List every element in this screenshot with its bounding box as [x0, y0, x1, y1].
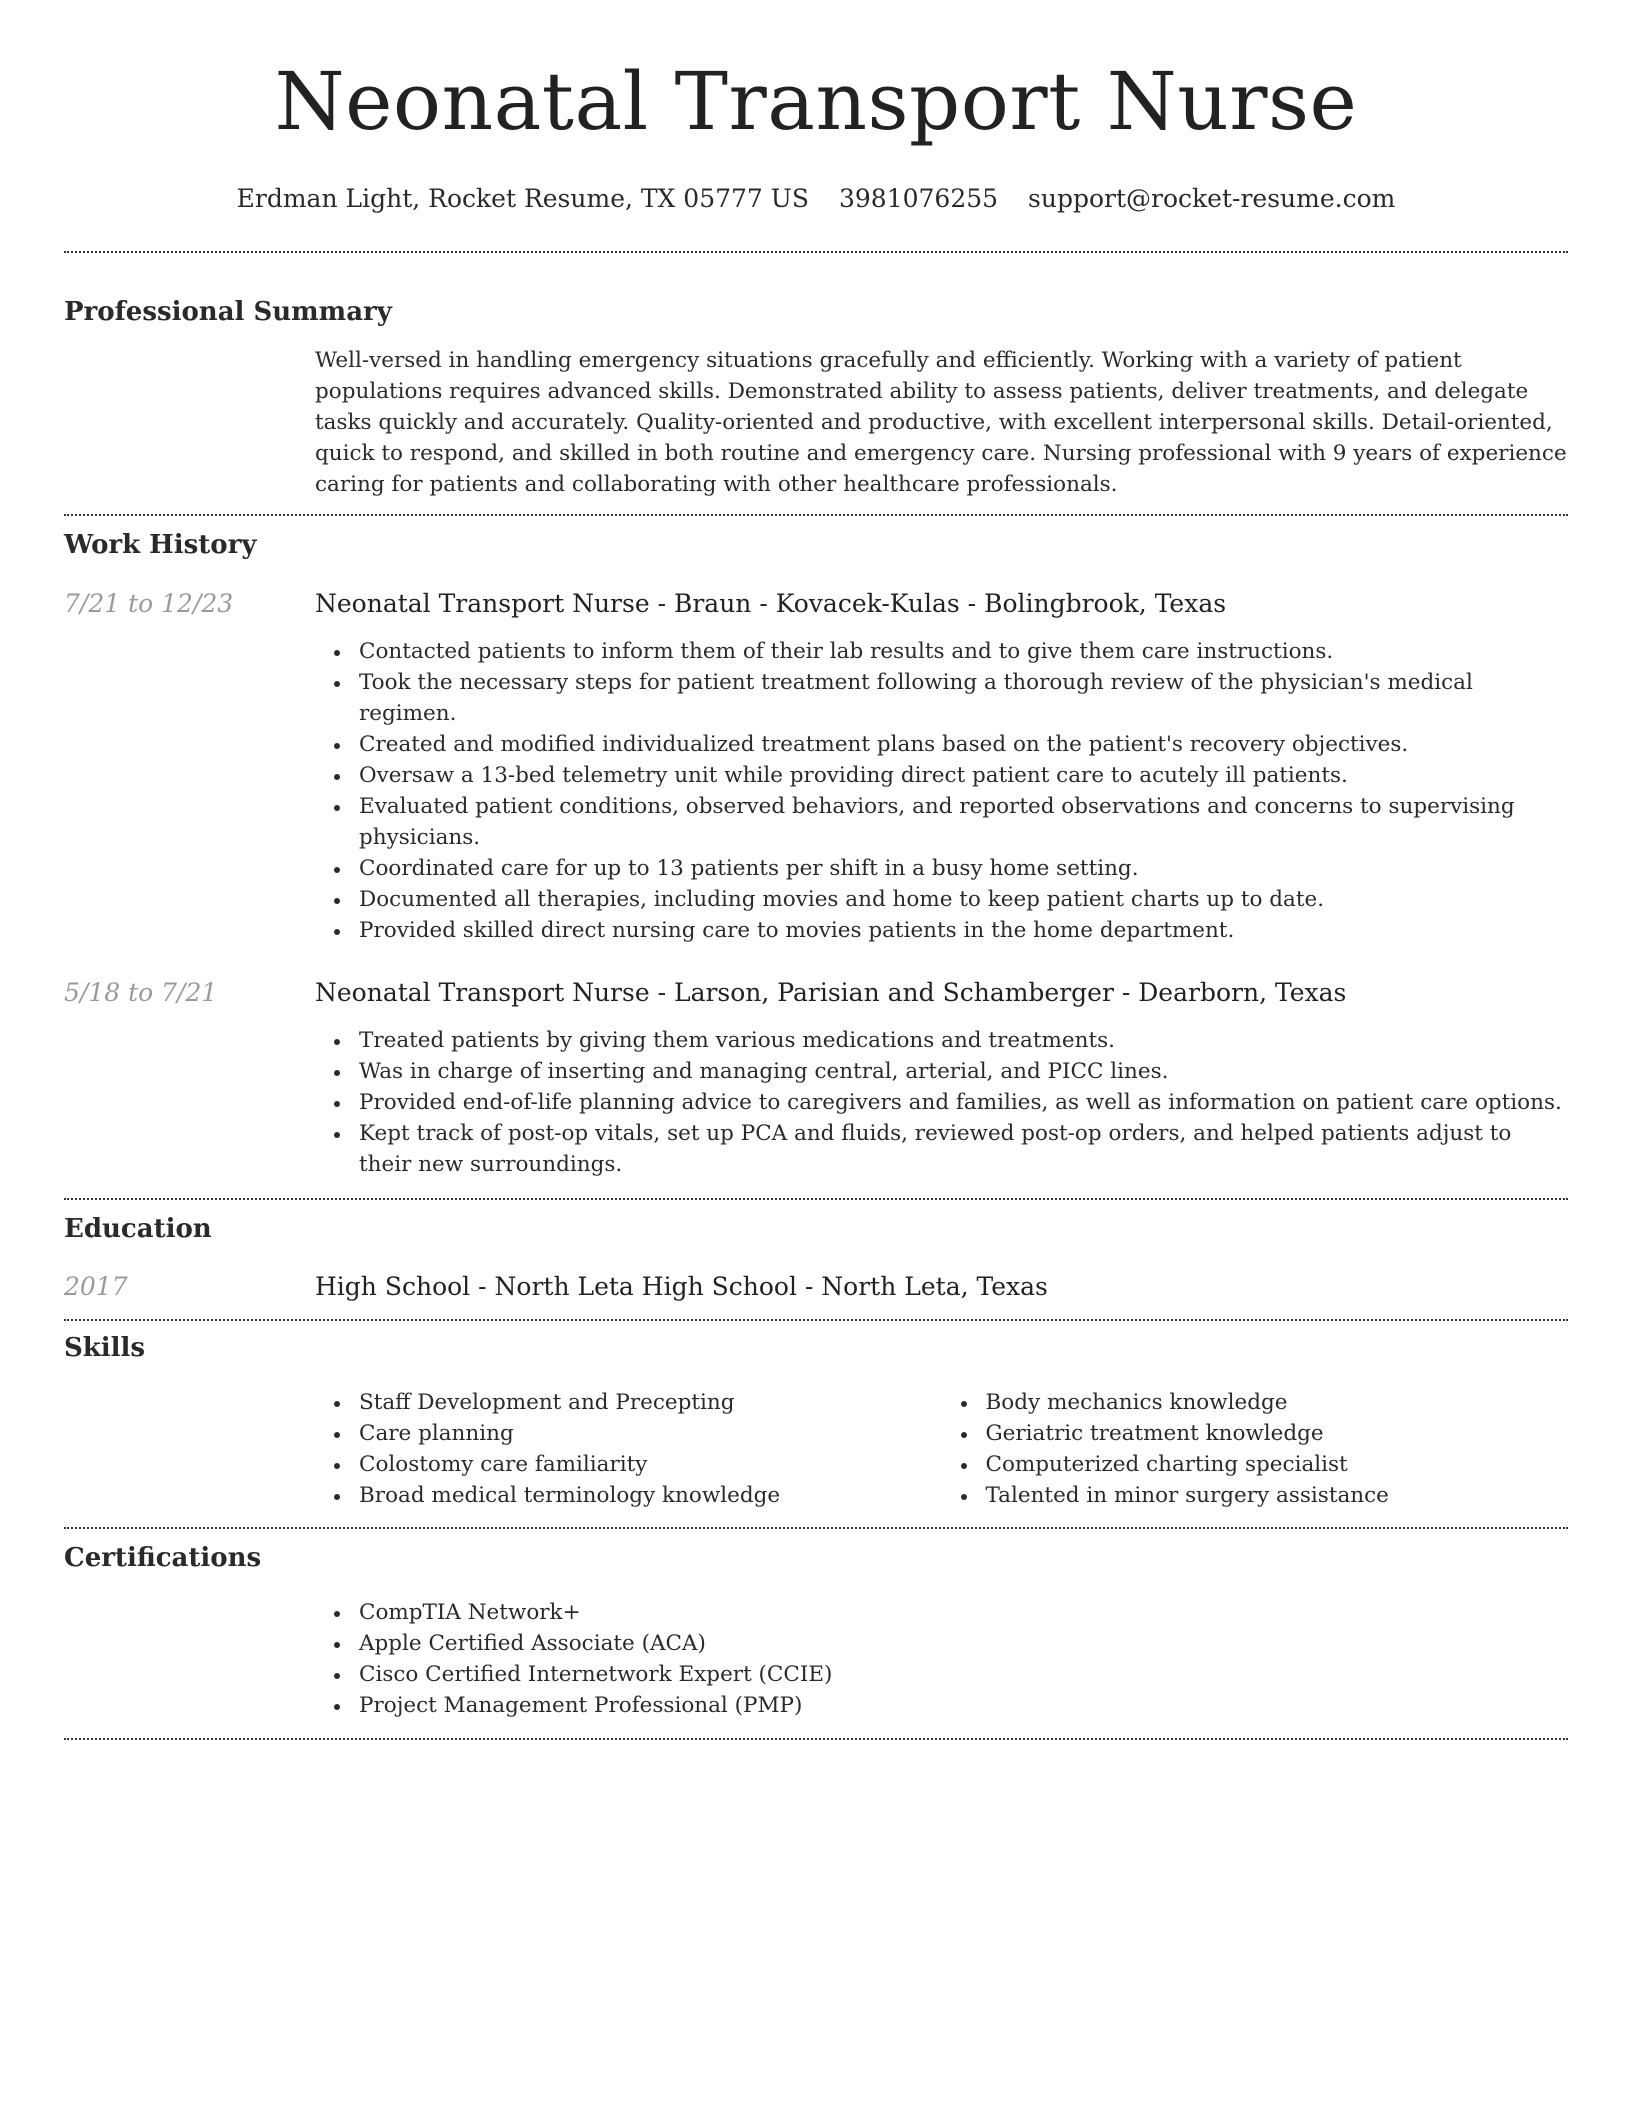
job-heading: Neonatal Transport Nurse - Larson, Parisian and Schamberger - Dearborn, Texas: [315, 978, 1347, 1007]
contact-phone: 3981076255: [838, 184, 999, 213]
list-item: Geriatric treatment knowledge: [986, 1418, 1569, 1449]
resume-header: [64, 0, 1568, 216]
skills-list-right: [942, 1387, 1569, 1511]
job-entry: [64, 976, 1568, 1180]
list-item: Cisco Certified Internetwork Expert (CCIE): [359, 1659, 1568, 1690]
section-divider: [64, 1319, 1568, 1321]
candidate-name: Neonatal Transport Nurse: [274, 55, 1358, 148]
job-dates: 7/21 to 12/23: [64, 589, 234, 618]
list-item: Staff Development and Precepting: [359, 1387, 942, 1418]
education-dates: 2017: [64, 1272, 128, 1301]
list-item: Body mechanics knowledge: [986, 1387, 1569, 1418]
list-item: Created and modified individualized treatment plans based on the patient's recovery objectives.: [359, 729, 1568, 760]
list-item: Coordinated care for up to 13 patients per shift in a busy home setting.: [359, 853, 1568, 884]
contact-line: [64, 182, 1568, 216]
list-item: Contacted patients to inform them of their lab results and to give them care instructions.: [359, 636, 1568, 667]
job-dates: 5/18 to 7/21: [64, 978, 218, 1007]
work-history-section: [64, 528, 1568, 1180]
contact-address: Erdman Light, Rocket Resume, TX 05777 US: [236, 184, 809, 213]
list-item: Project Management Professional (PMP): [359, 1690, 1568, 1721]
section-divider: [64, 1527, 1568, 1529]
education-title: Education: [64, 1214, 212, 1244]
list-item: Colostomy care familiarity: [359, 1449, 942, 1480]
skills-title: Skills: [64, 1333, 146, 1363]
list-item: Took the necessary steps for patient treatment following a thorough review of the physician's medical regimen.: [359, 667, 1568, 729]
section-divider: [64, 1198, 1568, 1200]
section-divider: [64, 1738, 1568, 1740]
list-item: CompTIA Network+: [359, 1597, 1568, 1628]
list-item: Provided skilled direct nursing care to movies patients in the home department.: [359, 915, 1568, 946]
list-item: Care planning: [359, 1418, 942, 1449]
skills-list-left: [315, 1387, 942, 1511]
contact-email: support@rocket-resume.com: [1028, 184, 1396, 213]
job-entry: [64, 587, 1568, 946]
section-divider: [64, 514, 1568, 516]
summary-title: Professional Summary: [64, 297, 392, 327]
education-entry: [64, 1270, 1568, 1304]
job-bullets: [315, 1025, 1568, 1180]
certifications-section: [64, 1541, 1568, 1721]
list-item: Documented all therapies, including movies and home to keep patient charts up to date.: [359, 884, 1568, 915]
certifications-list: [315, 1597, 1568, 1721]
list-item: Provided end-of-life planning advice to caregivers and families, as well as information on patient care options.: [359, 1087, 1568, 1118]
job-bullets: [315, 636, 1568, 946]
education-heading: High School - North Leta High School - North Leta, Texas: [315, 1272, 1048, 1301]
list-item: Broad medical terminology knowledge: [359, 1480, 942, 1511]
list-item: Oversaw a 13-bed telemetry unit while providing direct patient care to acutely ill patients.: [359, 760, 1568, 791]
education-section: [64, 1212, 1568, 1304]
skills-section: [64, 1331, 1568, 1511]
list-item: Computerized charting specialist: [986, 1449, 1569, 1480]
list-item: Kept track of post-op vitals, set up PCA and fluids, reviewed post-op orders, and helped patients adjust to their new surroundings.: [359, 1118, 1568, 1180]
list-item: Apple Certified Associate (ACA): [359, 1628, 1568, 1659]
certifications-title: Certifications: [64, 1543, 262, 1573]
list-item: Treated patients by giving them various medications and treatments.: [359, 1025, 1568, 1056]
list-item: Talented in minor surgery assistance: [986, 1480, 1569, 1511]
list-item: Evaluated patient conditions, observed behaviors, and reported observations and concerns to supervising physicians.: [359, 791, 1568, 853]
work-history-title: Work History: [64, 530, 257, 560]
section-divider: [64, 251, 1568, 253]
summary-section: [64, 295, 1568, 500]
job-heading: Neonatal Transport Nurse - Braun - Kovacek-Kulas - Bolingbrook, Texas: [315, 589, 1227, 618]
list-item: Was in charge of inserting and managing central, arterial, and PICC lines.: [359, 1056, 1568, 1087]
summary-text: Well-versed in handling emergency situations gracefully and efficiently. Working with a variety of patient populations requires advanced skills. Demonstrated ability to assess patients, deliver treatments, and delegate tasks quickly and accurately. Quality-oriented and productive, with excellent interpersonal skills. Detail-oriented, quick to respond, and skilled in both routine and emergency care. Nursing professional with 9 years of experience caring for patients and collaborating with other healthcare professionals.: [315, 348, 1567, 497]
